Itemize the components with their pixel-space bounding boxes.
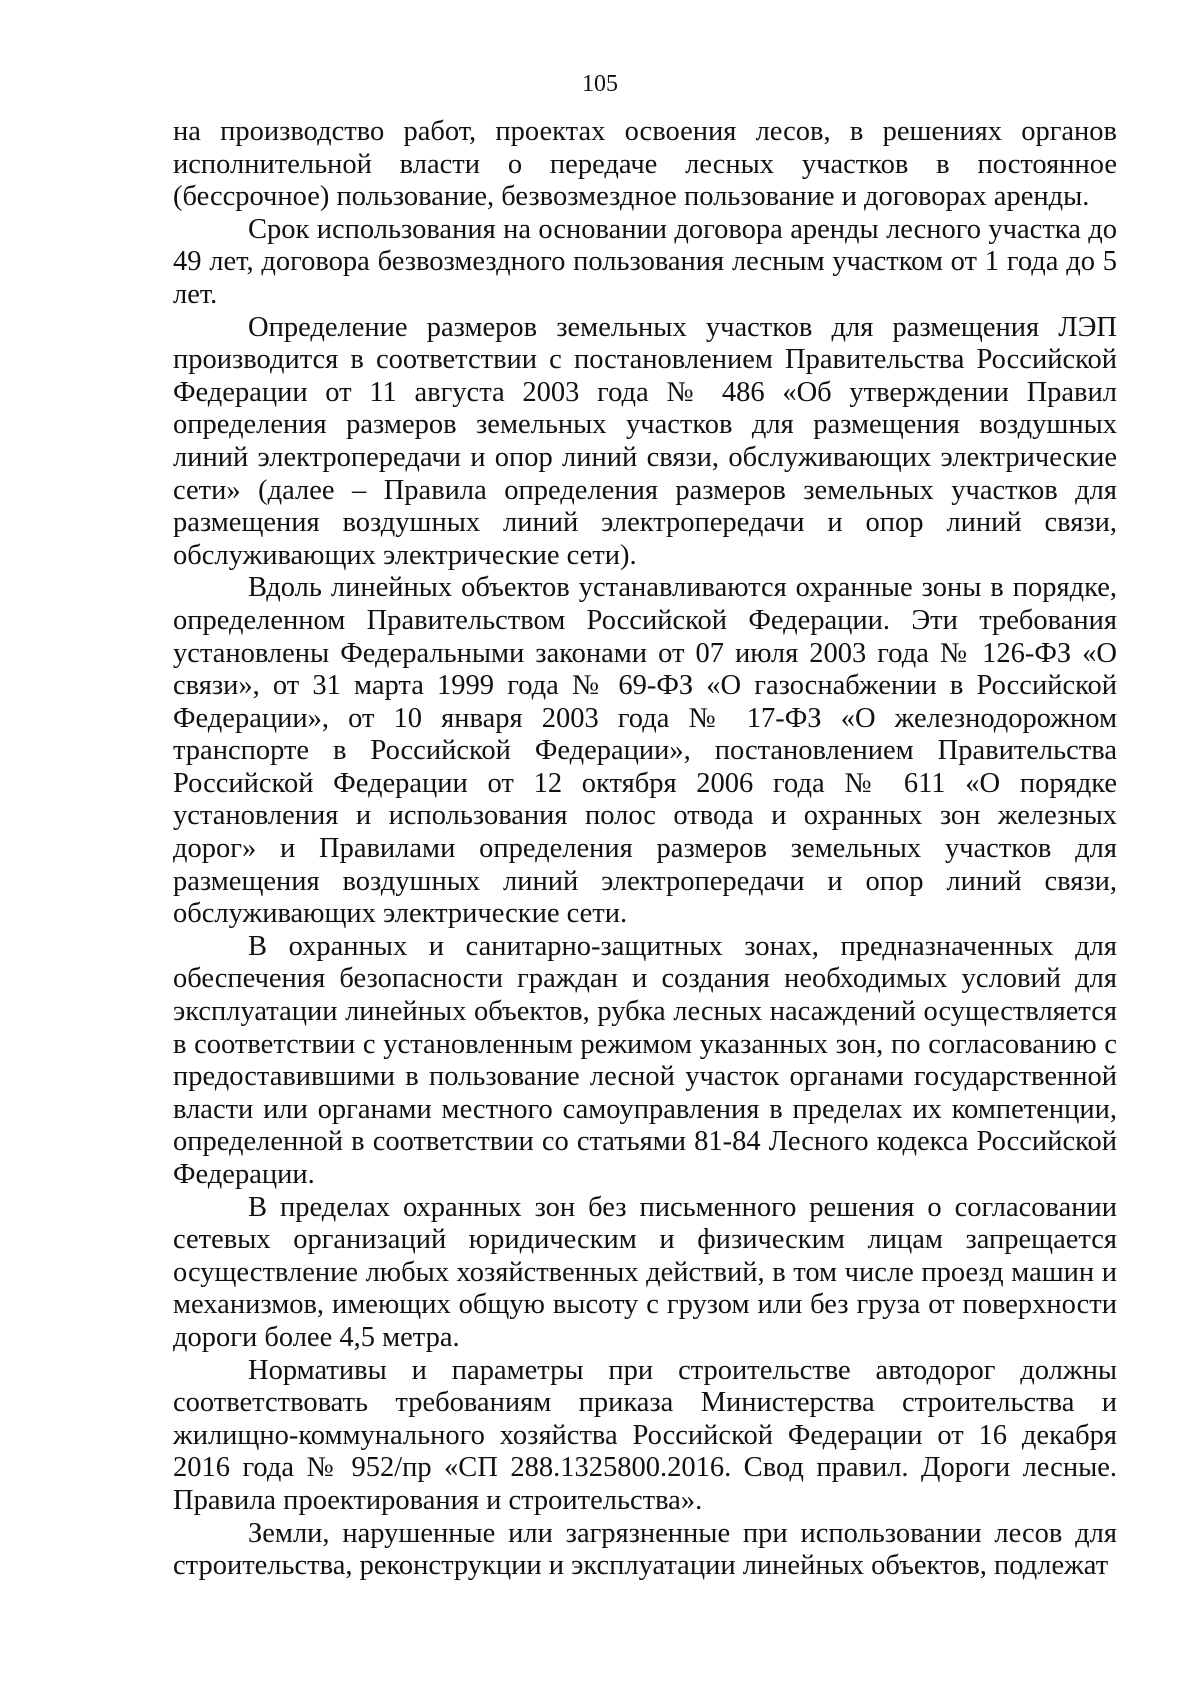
document-body [173, 116, 1117, 1583]
paragraph-road-standards: Нормативы и параметры при строительстве автодорог должны соответствовать требованиям приказа Министерства строительства и жилищно-коммунального хозяйства Российской Федерации от 16 декабря 2016 года № 952/пр «СП 288.1325800.2016. Свод правил. Дороги лесные. Правила проектирования и строительства». [173, 1354, 1117, 1516]
paragraph-power-line-plots: Определение размеров земельных участков для размещения ЛЭП производится в соответствии с постановлением Правительства Российской Федерации от 11 августа 2003 года № 486 «Об утверждении Правил определения размеров земельных участков для размещения воздушных линий электропередачи и опор линий связи, обслуживающих электрические сети» (далее – Правила определения размеров земельных участков для размещения воздушных линий электропередачи и опор линий связи, обслуживающих электрические сети). [173, 311, 1117, 571]
page-number: 105 [582, 71, 618, 97]
paragraph-continuation: на производство работ, проектах освоения лесов, в решениях органов исполнительной власти о передаче лесных участков в постоянное (бессрочное) пользование, безвозмездное пользование и договорах аренды. [173, 116, 1117, 213]
paragraph-lease-term: Срок использования на основании договора аренды лесного участка до 49 лет, договора безвозмездного пользования лесным участком от 1 года до 5 лет. [173, 213, 1117, 310]
paragraph-disturbed-lands: Земли, нарушенные или загрязненные при использовании лесов для строительства, реконструкции и эксплуатации линейных объектов, подлежат [173, 1517, 1117, 1582]
paragraph-protection-zones: Вдоль линейных объектов устанавливаются охранные зоны в порядке, определенном Правительством Российской Федерации. Эти требования установлены Федеральными законами от 07 июля 2003 года № 126-ФЗ «О связи», от 31 марта 1999 года № 69-ФЗ «О газоснабжении в Российской Федерации», от 10 января 2003 года № 17-ФЗ «О железнодорожном транспорте в Российской Федерации», постановлением Правительства Российской Федерации от 12 октября 2006 года № 611 «О порядке установления и использования полос отвода и охранных зон железных дорог» и Правилами определения размеров земельных участков для размещения воздушных линий электропередачи и опор линий связи, обслуживающих электрические сети. [173, 572, 1117, 930]
paragraph-sanitary-zones: В охранных и санитарно-защитных зонах, предназначенных для обеспечения безопасности граждан и создания необходимых условий для эксплуатации линейных объектов, рубка лесных насаждений осуществляется в соответствии с установленным режимом указанных зон, по согласованию с предоставившими в пользование лесной участок органами государственной власти или органами местного самоуправления в пределах их компетенции, определенной в соответствии со статьями 81-84 Лесного кодекса Российской Федерации. [173, 930, 1117, 1190]
paragraph-prohibited-actions: В пределах охранных зон без письменного решения о согласовании сетевых организаций юридическим и физическим лицам запрещается осуществление любых хозяйственных действий, в том числе проезд машин и механизмов, имеющих общую высоту с грузом или без груза от поверхности дороги более 4,5 метра. [173, 1191, 1117, 1353]
